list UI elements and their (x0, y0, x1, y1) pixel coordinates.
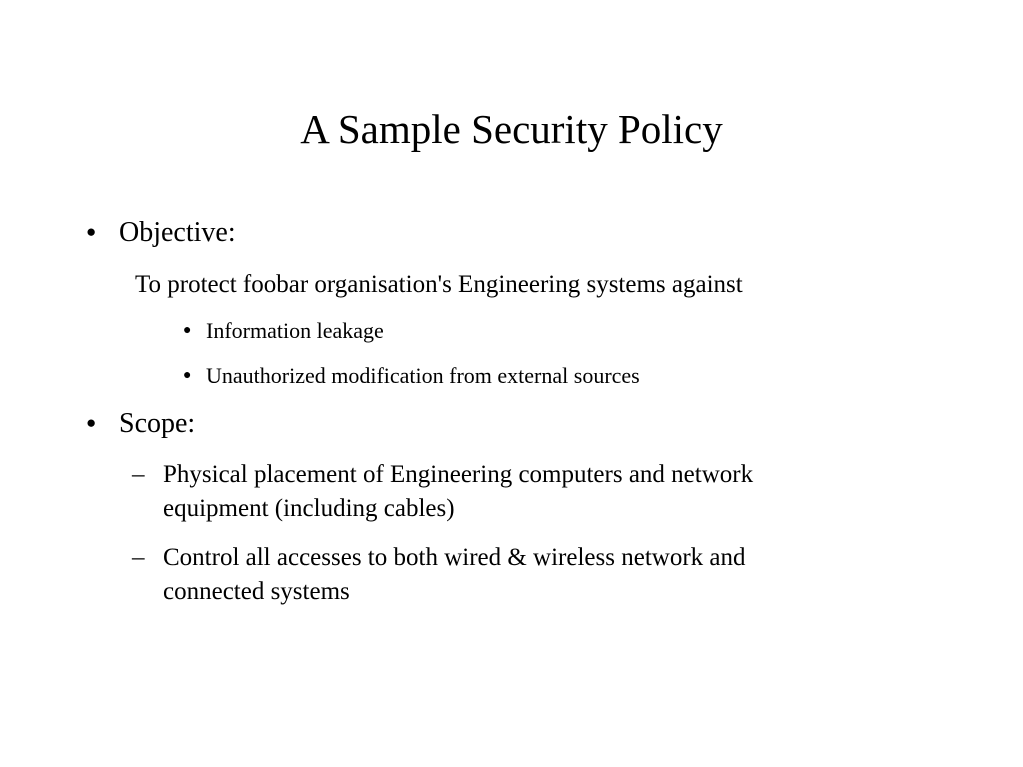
bullet-dash-icon: – (132, 544, 145, 571)
objective-intro: To protect foobar organisation's Engineering systems against (135, 271, 743, 298)
bullet-dot-icon: ● (86, 413, 97, 432)
scope-item-2-line-2: connected systems (163, 578, 350, 605)
bullet-dot-icon: ● (86, 222, 97, 241)
scope-item-1-line-1: Physical placement of Engineering computers and network (163, 461, 754, 488)
scope-heading: Scope: (119, 408, 196, 439)
bullet-dot-icon: ● (183, 323, 192, 338)
scope-item-1-line-2: equipment (including cables) (163, 495, 455, 522)
bullet-dash-icon: – (132, 461, 145, 488)
objective-item-2: Unauthorized modification from external sources (206, 363, 640, 388)
slide-title: A Sample Security Policy (300, 106, 723, 152)
objective-heading: Objective: (119, 217, 236, 248)
objective-item-1: Information leakage (206, 318, 384, 343)
scope-item-2-line-1: Control all accesses to both wired & wireless network and (163, 544, 746, 571)
bullet-dot-icon: ● (183, 368, 192, 383)
